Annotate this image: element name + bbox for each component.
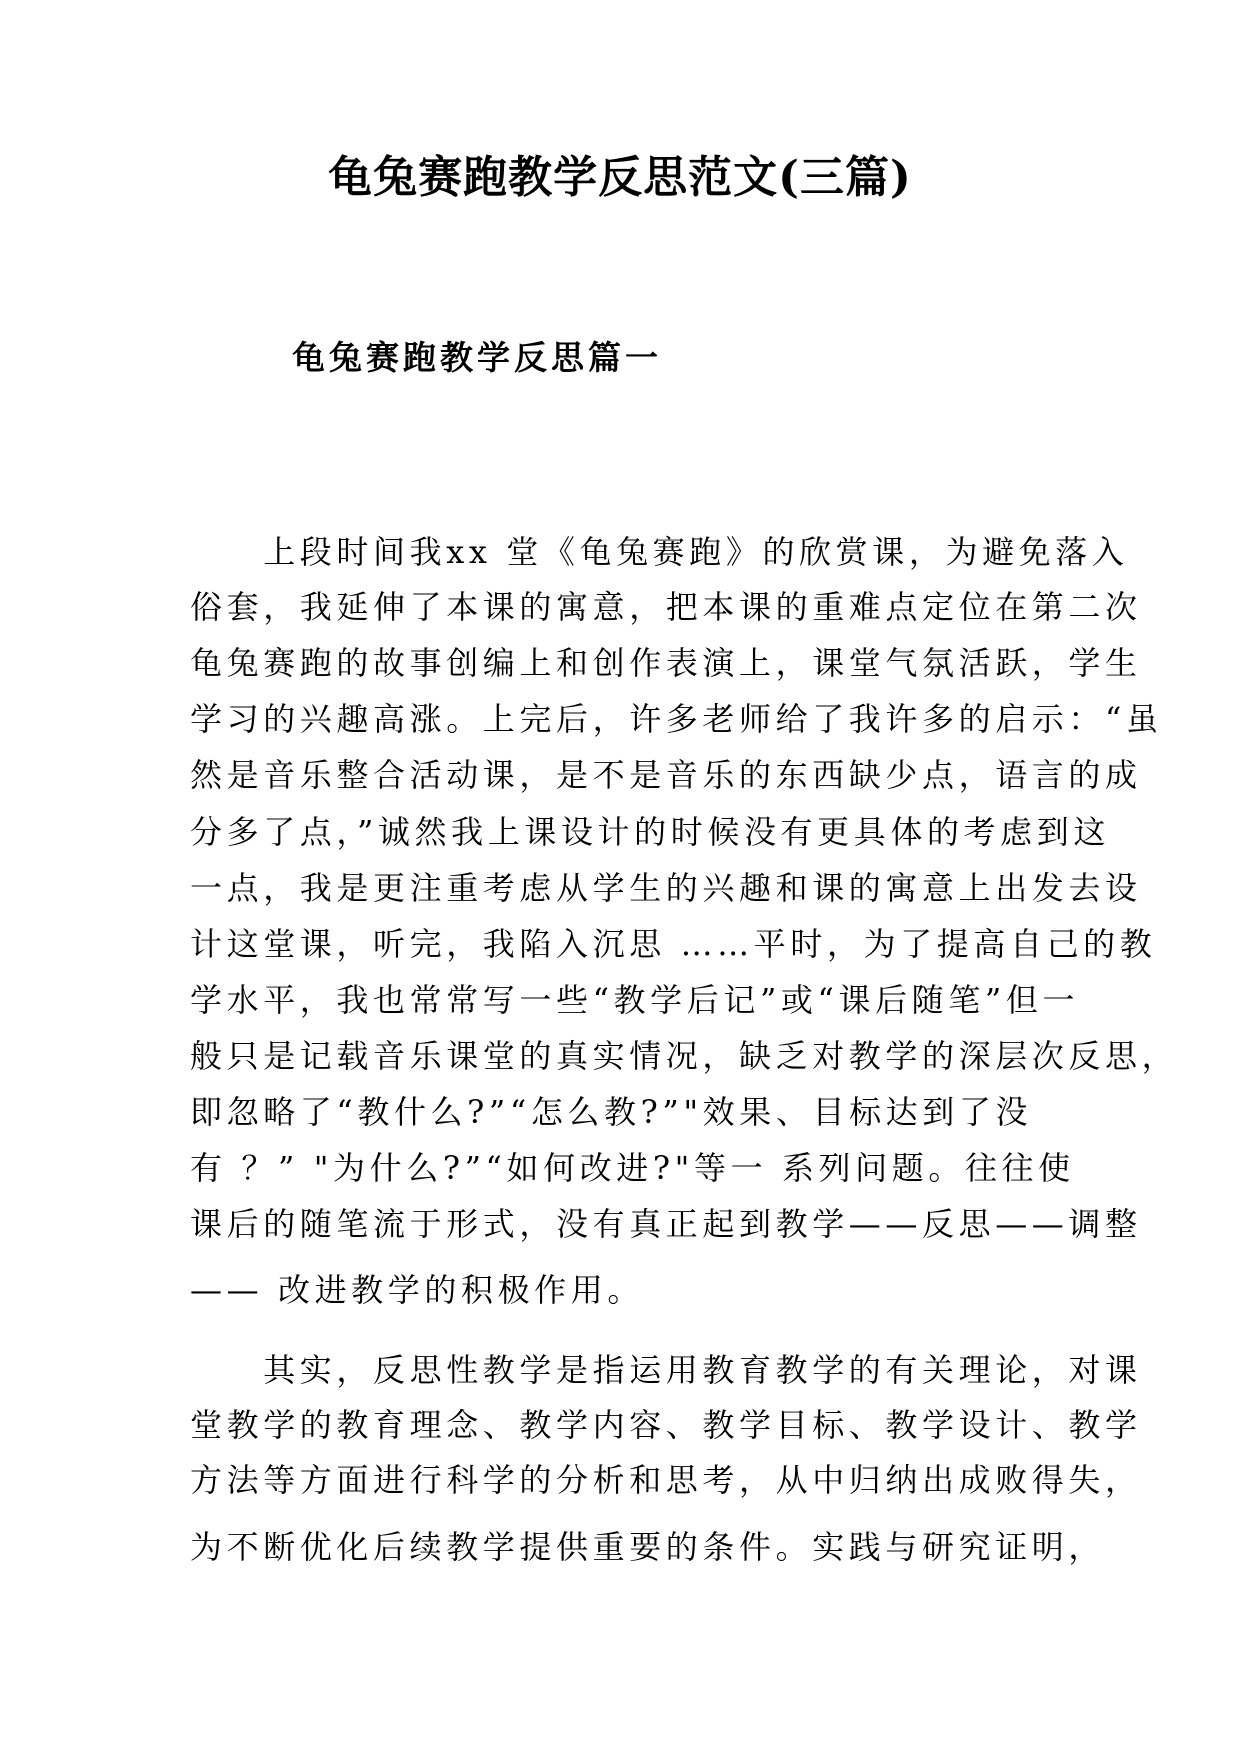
- paragraph-line: 堂教学的教育理念、教学内容、教学目标、教学设计、教学: [190, 1406, 1142, 1444]
- paragraph-line: 然是音乐整合活动课，是不是音乐的东西缺少点，语言的成: [190, 756, 1142, 794]
- paragraph-line: 分多了点，”诚然我上课设计的时候没有更具体的考虑到这: [190, 813, 1110, 851]
- paragraph-line: 有 ？” "为什么?”“如何改进?"等一 系列问题。往往使: [190, 1149, 1075, 1187]
- paragraph-line: 龟兔赛跑的故事创编上和创作表演上，课堂气氛活跃，学生: [190, 644, 1142, 682]
- document-title: 龟兔赛跑教学反思范文(三篇): [328, 152, 912, 203]
- paragraph-line: 俗套，我延伸了本课的寓意，把本课的重难点定位在第二次: [190, 588, 1142, 626]
- paragraph-line: 其实，反思性教学是指运用教育教学的有关理论，对课: [190, 1351, 1142, 1389]
- paragraph-line: 学习的兴趣高涨。上完后，许多老师给了我许多的启示：“虽: [190, 700, 1163, 738]
- paragraph-line: 一点，我是更注重考虑从学生的兴趣和课的寓意上出发去设: [190, 869, 1142, 907]
- paragraph-line: 课后的随笔流于形式，没有真正起到教学——反思——调整: [190, 1205, 1142, 1243]
- paragraph-line: 方法等方面进行科学的分析和思考，从中归纳出成败得失，: [190, 1461, 1142, 1499]
- paragraph-line: 学水平，我也常常写一些“教学后记”或“课后随笔”但一: [190, 981, 1080, 1019]
- paragraph-line: 般只是记载音乐课堂的真实情况，缺乏对教学的深层次反思，: [190, 1037, 1179, 1075]
- paragraph-line: 为不断优化后续教学提供重要的条件。实践与研究证明，: [190, 1528, 1106, 1566]
- paragraph-line: 计这堂课，听完，我陷入沉思 ……平时，为了提高自己的教: [190, 925, 1157, 963]
- paragraph-line: —— 改进教学的积极作用。: [190, 1271, 644, 1309]
- section-heading: 龟兔赛跑教学反思篇一: [292, 338, 662, 377]
- paragraph-line: 上段时间我xx 堂《龟兔赛跑》的欣赏课，为避免落入: [190, 533, 1129, 571]
- paragraph-line: 即忽略了“教什么?”“怎么教?”"效果、目标达到了没: [190, 1093, 1033, 1131]
